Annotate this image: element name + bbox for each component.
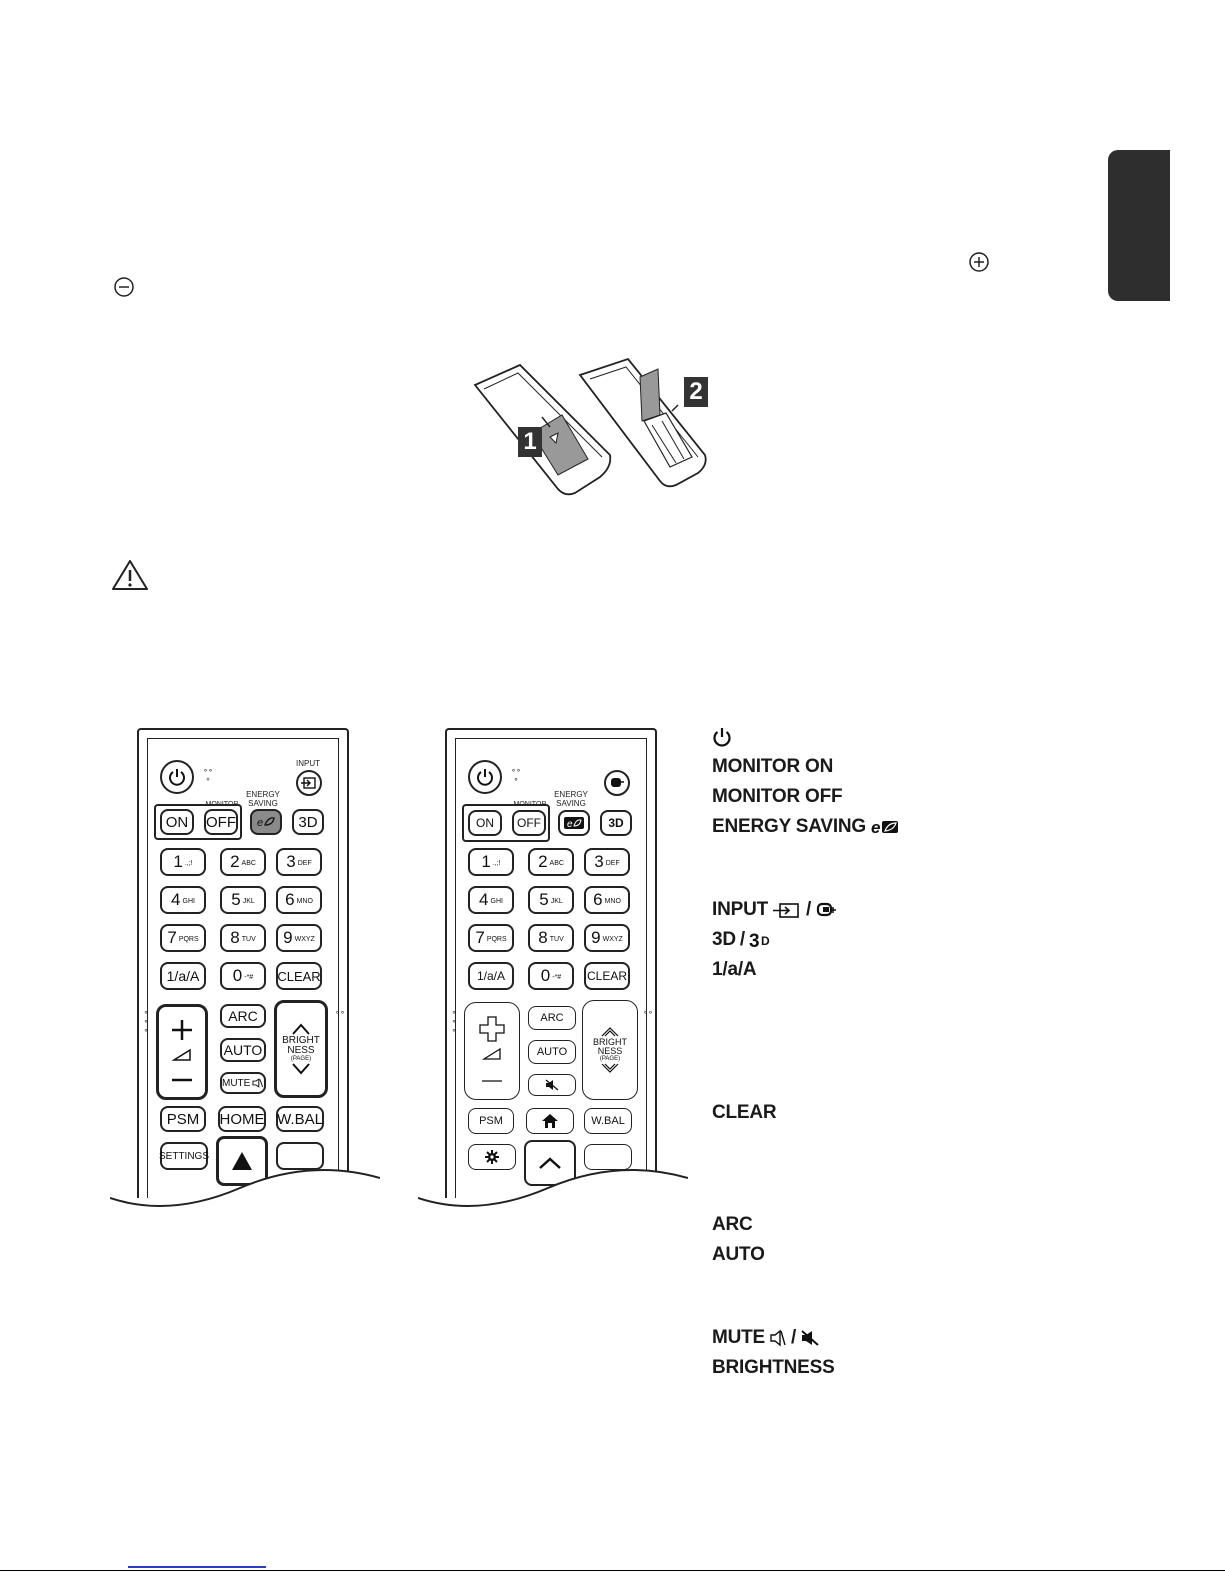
number-6-button[interactable] <box>584 886 630 914</box>
key-digit: 2 <box>230 852 240 871</box>
number-4-button[interactable] <box>468 886 514 914</box>
key-sub: WXYZ <box>602 936 623 943</box>
number-4-button[interactable] <box>160 886 206 914</box>
number-2-button[interactable] <box>528 848 574 876</box>
footer-rule <box>0 1570 1225 1571</box>
label-power <box>712 726 732 748</box>
key-sub: PQRS <box>486 936 507 943</box>
home-icon <box>541 1113 559 1129</box>
volume-rocker[interactable] <box>156 1004 208 1100</box>
brightness-rocker[interactable] <box>582 1000 638 1100</box>
3d-button[interactable]: 3D <box>292 809 324 835</box>
footer-link-underline[interactable] <box>128 1566 266 1568</box>
step-1-badge: 1 <box>518 427 542 457</box>
label-1-a-A: 1/a/A <box>712 959 757 980</box>
number-5-button[interactable] <box>220 886 266 914</box>
key-sub: PQRS <box>178 936 199 943</box>
key-digit: 0 <box>232 966 243 985</box>
label-arc: ARC <box>712 1214 753 1235</box>
mute-icon <box>252 1078 264 1088</box>
chevron-up-icon <box>291 1022 311 1036</box>
key-sub: DEF <box>605 860 620 867</box>
number-9-button[interactable] <box>276 924 322 952</box>
input-button[interactable] <box>604 770 630 796</box>
remote-control-a <box>110 728 380 1198</box>
volume-rocker[interactable] <box>464 1002 520 1100</box>
key-digit: 6 <box>285 890 295 909</box>
key-sub: MNO <box>296 898 313 905</box>
clear-button[interactable]: CLEAR <box>276 962 322 990</box>
remote-control-b <box>418 728 688 1198</box>
key-sub: DEF <box>297 860 312 867</box>
key-sub: GHI <box>182 898 195 905</box>
settings-button[interactable]: SETTINGS <box>160 1142 208 1170</box>
key-digit: 5 <box>231 890 241 909</box>
input-source-icon <box>815 901 837 919</box>
key-digit: 2 <box>538 852 548 871</box>
power-button[interactable] <box>160 760 194 794</box>
step-2-badge: 2 <box>684 377 708 407</box>
monitor-on-button[interactable]: ON <box>160 809 194 835</box>
key-digit: 9 <box>283 928 293 947</box>
input-button[interactable] <box>296 770 322 796</box>
input-icon <box>772 901 802 919</box>
key-sub: MNO <box>604 898 621 905</box>
key-sub: ABC <box>241 860 256 867</box>
label-3d <box>712 929 779 951</box>
1-a-A-button[interactable]: 1/a/A <box>468 962 514 990</box>
psm-button[interactable]: PSM <box>468 1108 514 1134</box>
indicator-dots: ∘∘ ∘ <box>510 766 521 784</box>
key-digit: 3 <box>594 852 604 871</box>
auto-button[interactable]: AUTO <box>528 1040 576 1064</box>
number-6-button[interactable] <box>276 886 322 914</box>
label-input <box>712 899 837 921</box>
input-icon <box>609 776 625 790</box>
cutaway-wave <box>418 1148 688 1208</box>
3d-icon <box>749 931 779 949</box>
key-sub: WXYZ <box>294 936 315 943</box>
power-icon <box>712 726 732 748</box>
home-button[interactable]: HOME <box>218 1106 266 1132</box>
label-auto: AUTO <box>712 1244 765 1265</box>
label-energy-saving <box>712 816 900 838</box>
number-1-button[interactable] <box>160 848 206 876</box>
key-digit: 5 <box>539 890 549 909</box>
monitor-off-button[interactable]: OFF <box>512 810 546 836</box>
mute-icon <box>769 1329 787 1347</box>
key-digit: 8 <box>230 928 240 947</box>
wbal-button[interactable]: W.BAL <box>584 1108 632 1134</box>
warning-triangle-icon <box>110 558 150 597</box>
brightness-label: BRIGHT NESS <box>592 1037 627 1056</box>
chevron-down-icon <box>600 1062 620 1076</box>
indicator-dots: ∘∘ ∘ <box>202 766 213 784</box>
key-sub: -*# <box>244 974 254 981</box>
svg-text:e: e <box>257 817 264 828</box>
key-digit: 4 <box>171 890 181 909</box>
energy-saving-button[interactable] <box>250 809 282 835</box>
key-sub: TUV <box>549 936 564 943</box>
input-label: INPUT <box>296 759 320 768</box>
power-button[interactable] <box>468 760 502 794</box>
plus-polarity-icon <box>968 251 988 271</box>
number-0-button[interactable] <box>220 962 266 990</box>
svg-text:e: e <box>871 818 881 836</box>
psm-button[interactable]: PSM <box>160 1106 206 1132</box>
key-digit: 9 <box>591 928 601 947</box>
number-3-button[interactable] <box>276 848 322 876</box>
key-sub: JKL <box>242 898 255 905</box>
brightness-rocker[interactable] <box>274 1000 328 1098</box>
key-sub: ABC <box>549 860 564 867</box>
number-9-button[interactable] <box>584 924 630 952</box>
wbal-button[interactable]: W.BAL <box>276 1106 324 1132</box>
key-sub: JKL <box>550 898 563 905</box>
key-sub: TUV <box>241 936 256 943</box>
key-digit: 7 <box>475 928 485 947</box>
key-sub: .,;! <box>184 860 193 867</box>
key-digit: 4 <box>479 890 489 909</box>
label-monitor-off: MONITOR OFF <box>712 786 843 807</box>
page-label: (PAGE) <box>290 1056 312 1062</box>
key-digit: 1 <box>173 852 183 871</box>
energy-saving-text: ENERGY SAVING <box>712 816 867 837</box>
home-button[interactable] <box>526 1108 574 1134</box>
energy-saving-button[interactable] <box>558 810 590 836</box>
monitor-on-button[interactable]: ON <box>468 810 502 836</box>
svg-text:3: 3 <box>748 931 760 949</box>
label-mute <box>712 1327 820 1349</box>
indicator-dots: ∘∘ <box>334 1008 345 1017</box>
key-sub: .,;! <box>492 860 501 867</box>
svg-text:e: e <box>567 819 573 830</box>
chevron-down-icon <box>291 1062 311 1076</box>
page-label: (PAGE) <box>599 1056 621 1062</box>
indicator-dots: ∘ ∘ ∘ <box>143 1008 149 1035</box>
3d-button[interactable]: 3D <box>600 810 632 836</box>
mute-button[interactable] <box>220 1072 266 1094</box>
clear-button[interactable]: CLEAR <box>584 962 630 990</box>
monitor-label: MONITOR <box>205 801 239 808</box>
minus-polarity-icon <box>113 276 133 296</box>
svg-text:D: D <box>760 934 770 948</box>
chevron-up-icon <box>600 1024 620 1038</box>
language-tab <box>1108 150 1170 301</box>
number-1-button[interactable] <box>468 848 514 876</box>
indicator-dots: ∘ ∘ ∘ <box>451 1008 457 1035</box>
number-3-button[interactable] <box>584 848 630 876</box>
label-monitor-on: MONITOR ON <box>712 756 834 777</box>
monitor-off-button[interactable]: OFF <box>204 809 238 835</box>
number-8-button[interactable] <box>220 924 266 952</box>
label-clear: CLEAR <box>712 1102 777 1123</box>
mute-icon <box>545 1079 559 1091</box>
key-sub: -*# <box>552 974 562 981</box>
mute-filled-icon <box>800 1329 820 1347</box>
mute-label: MUTE <box>222 1077 251 1089</box>
number-7-button[interactable] <box>160 924 206 952</box>
separator: / <box>806 899 812 920</box>
battery-installation-illustration <box>470 355 720 505</box>
key-digit: 3 <box>286 852 296 871</box>
arc-button[interactable]: ARC <box>528 1006 576 1030</box>
number-5-button[interactable] <box>528 886 574 914</box>
number-2-button[interactable] <box>220 848 266 876</box>
energy-saving-icon <box>563 816 585 830</box>
key-digit: 6 <box>593 890 603 909</box>
3d-text: 3D <box>712 929 736 950</box>
key-sub: GHI <box>490 898 503 905</box>
key-digit: 7 <box>167 928 177 947</box>
1-a-A-button[interactable]: 1/a/A <box>160 962 206 990</box>
auto-button[interactable]: AUTO <box>220 1038 266 1062</box>
energy-saving-label: ENERGY SAVING <box>246 790 280 808</box>
mute-button[interactable] <box>528 1074 576 1096</box>
mute-text: MUTE <box>712 1327 766 1348</box>
number-8-button[interactable] <box>528 924 574 952</box>
indicator-dots: ∘∘ <box>642 1008 653 1017</box>
key-digit: 0 <box>540 966 551 985</box>
separator: / <box>791 1327 797 1348</box>
energy-saving-label: ENERGY SAVING <box>554 790 588 808</box>
monitor-label: MONITOR <box>513 801 547 808</box>
number-0-button[interactable] <box>528 962 574 990</box>
label-brightness: BRIGHTNESS <box>712 1357 835 1378</box>
brightness-label: BRIGHT NESS <box>282 1035 320 1056</box>
arc-button[interactable]: ARC <box>220 1004 266 1028</box>
key-digit: 8 <box>538 928 548 947</box>
key-digit: 1 <box>481 852 491 871</box>
input-text: INPUT <box>712 899 769 920</box>
cutaway-wave <box>110 1148 380 1208</box>
number-7-button[interactable] <box>468 924 514 952</box>
separator: / <box>739 929 745 950</box>
energy-saving-icon <box>870 818 900 836</box>
